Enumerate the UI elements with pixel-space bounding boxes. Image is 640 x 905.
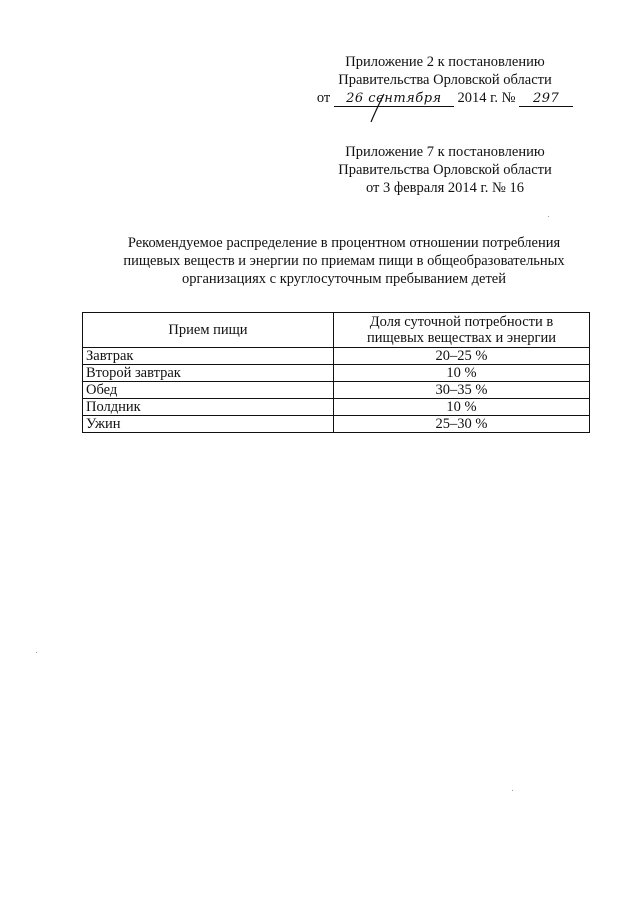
share-cell: 30–35 % bbox=[334, 382, 590, 399]
appendix-7-line2: Правительства Орловской области bbox=[338, 162, 552, 178]
table-row bbox=[83, 416, 590, 433]
appendix-2-line2: Правительства Орловской области bbox=[338, 72, 552, 88]
table-row bbox=[83, 348, 590, 365]
meal-cell: Второй завтрак bbox=[83, 365, 334, 382]
signature-stroke bbox=[368, 92, 388, 124]
appendix-2-header bbox=[300, 53, 590, 107]
meal-distribution-table bbox=[82, 312, 590, 433]
year-text: 2014 г. № bbox=[457, 90, 516, 106]
meal-cell: Завтрак bbox=[83, 348, 334, 365]
appendix-7-line1: Приложение 7 к постановлению bbox=[345, 144, 545, 160]
handwritten-number: 297 bbox=[519, 91, 573, 107]
title-line1: Рекомендуемое распределение в процентном отношении потребления bbox=[127, 235, 561, 251]
handwritten-date: 26 сентября bbox=[334, 91, 454, 107]
appendix-2-line1: Приложение 2 к постановлению bbox=[345, 54, 545, 70]
scan-speck bbox=[512, 790, 513, 791]
scan-speck bbox=[548, 216, 549, 217]
share-cell: 20–25 % bbox=[334, 348, 590, 365]
appendix-7-line3: от 3 февраля 2014 г. № 16 bbox=[365, 180, 525, 196]
table-header-row bbox=[83, 313, 590, 348]
scan-speck bbox=[36, 652, 37, 653]
table-row bbox=[83, 382, 590, 399]
title-line3: организациях с круглосуточным пребыванием детей bbox=[182, 271, 506, 287]
appendix-2-date-line bbox=[300, 89, 590, 107]
share-cell: 25–30 % bbox=[334, 416, 590, 433]
header-meal: Прием пищи bbox=[83, 313, 334, 348]
title-line2: пищевых веществ и энергии по приемам пищи в общеобразовательных bbox=[123, 253, 565, 269]
header-share bbox=[334, 313, 590, 348]
table-row bbox=[83, 399, 590, 416]
appendix-7-header bbox=[300, 143, 590, 197]
share-cell: 10 % bbox=[334, 365, 590, 382]
document-title bbox=[98, 234, 590, 288]
date-prefix: от bbox=[316, 90, 331, 106]
meal-cell: Полдник bbox=[83, 399, 334, 416]
header-share-line2: пищевых веществах и энергии bbox=[366, 330, 556, 346]
meal-cell: Обед bbox=[83, 382, 334, 399]
meal-cell: Ужин bbox=[83, 416, 334, 433]
table-row bbox=[83, 365, 590, 382]
header-share-line1: Доля суточной потребности в bbox=[369, 314, 554, 330]
share-cell: 10 % bbox=[334, 399, 590, 416]
